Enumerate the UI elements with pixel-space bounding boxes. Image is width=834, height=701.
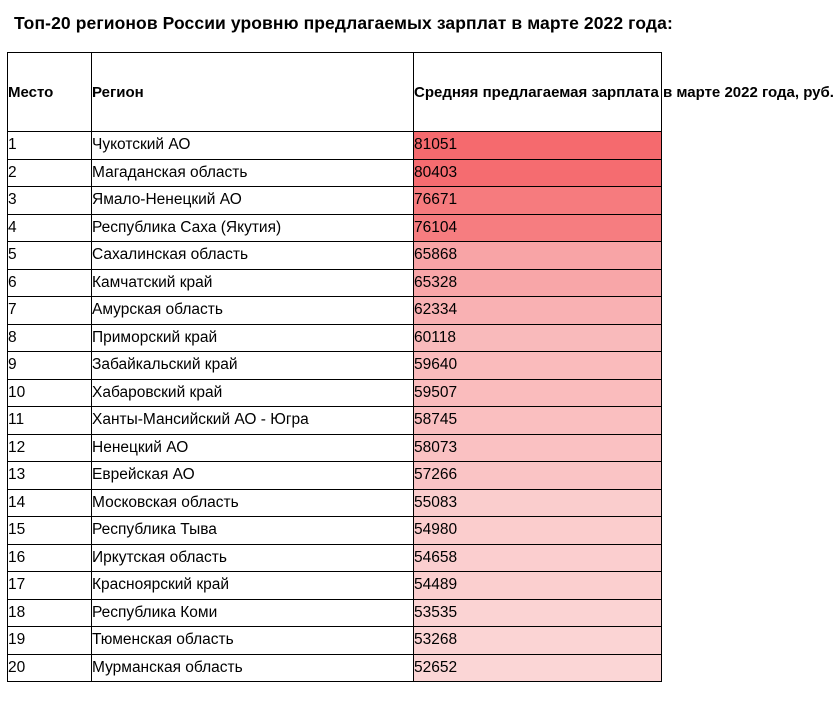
cell-rank: 1 [8,132,92,160]
cell-region: Красноярский край [92,572,414,600]
table-row [8,407,662,435]
cell-region: Московская область [92,489,414,517]
cell-rank: 12 [8,434,92,462]
cell-rank: 6 [8,269,92,297]
table-row [8,324,662,352]
cell-region: Республика Коми [92,599,414,627]
table-row [8,297,662,325]
cell-rank: 9 [8,352,92,380]
cell-region: Амурская область [92,297,414,325]
cell-salary: 57266 [414,462,662,490]
table-row [8,654,662,682]
cell-salary: 59507 [414,379,662,407]
header-region: Регион [92,53,414,132]
cell-rank: 13 [8,462,92,490]
salary-ranking-table [7,52,834,682]
cell-rank: 14 [8,489,92,517]
cell-salary: 76104 [414,214,662,242]
cell-salary: 60118 [414,324,662,352]
cell-region: Забайкальский край [92,352,414,380]
cell-rank: 17 [8,572,92,600]
cell-salary: 58745 [414,407,662,435]
cell-region: Ямало-Ненецкий АО [92,187,414,215]
cell-salary: 76671 [414,187,662,215]
cell-salary: 52652 [414,654,662,682]
table-row [8,379,662,407]
cell-salary: 53535 [414,599,662,627]
cell-region: Магаданская область [92,159,414,187]
cell-rank: 20 [8,654,92,682]
cell-salary: 65868 [414,242,662,270]
table-row [8,242,662,270]
cell-salary: 62334 [414,297,662,325]
cell-salary: 58073 [414,434,662,462]
cell-rank: 15 [8,517,92,545]
table-row [8,352,662,380]
cell-region: Чукотский АО [92,132,414,160]
table-row [8,159,662,187]
cell-region: Камчатский край [92,269,414,297]
table-row [8,544,662,572]
cell-rank: 11 [8,407,92,435]
cell-rank: 7 [8,297,92,325]
cell-region: Мурманская область [92,654,414,682]
cell-rank: 3 [8,187,92,215]
table-row [8,627,662,655]
table-row [8,572,662,600]
table-body [8,132,662,682]
cell-region: Ханты-Мансийский АО - Югра [92,407,414,435]
page-title: Топ-20 регионов России уровню предлагаемых зарплат в марте 2022 года: [14,13,673,33]
cell-rank: 16 [8,544,92,572]
cell-region: Сахалинская область [92,242,414,270]
cell-rank: 18 [8,599,92,627]
cell-region: Иркутская область [92,544,414,572]
cell-salary: 81051 [414,132,662,160]
cell-salary: 54980 [414,517,662,545]
cell-salary: 53268 [414,627,662,655]
cell-rank: 4 [8,214,92,242]
cell-rank: 19 [8,627,92,655]
cell-rank: 10 [8,379,92,407]
table-row [8,517,662,545]
cell-salary: 80403 [414,159,662,187]
table-row [8,462,662,490]
cell-region: Ненецкий АО [92,434,414,462]
cell-region: Еврейская АО [92,462,414,490]
table-header-row [8,53,662,132]
header-salary: Средняя предлагаемая зарплата в марте 2022 года, руб. [414,53,662,132]
cell-region: Республика Саха (Якутия) [92,214,414,242]
table-row [8,269,662,297]
header-rank: Место [8,53,92,132]
table-row [8,214,662,242]
cell-salary: 54489 [414,572,662,600]
table-row [8,599,662,627]
cell-rank: 2 [8,159,92,187]
table-row [8,187,662,215]
cell-salary: 54658 [414,544,662,572]
cell-rank: 8 [8,324,92,352]
cell-region: Республика Тыва [92,517,414,545]
table-row [8,489,662,517]
cell-region: Приморский край [92,324,414,352]
cell-salary: 59640 [414,352,662,380]
cell-region: Хабаровский край [92,379,414,407]
cell-salary: 55083 [414,489,662,517]
cell-rank: 5 [8,242,92,270]
cell-salary: 65328 [414,269,662,297]
table-row [8,132,662,160]
cell-region: Тюменская область [92,627,414,655]
table-row [8,434,662,462]
